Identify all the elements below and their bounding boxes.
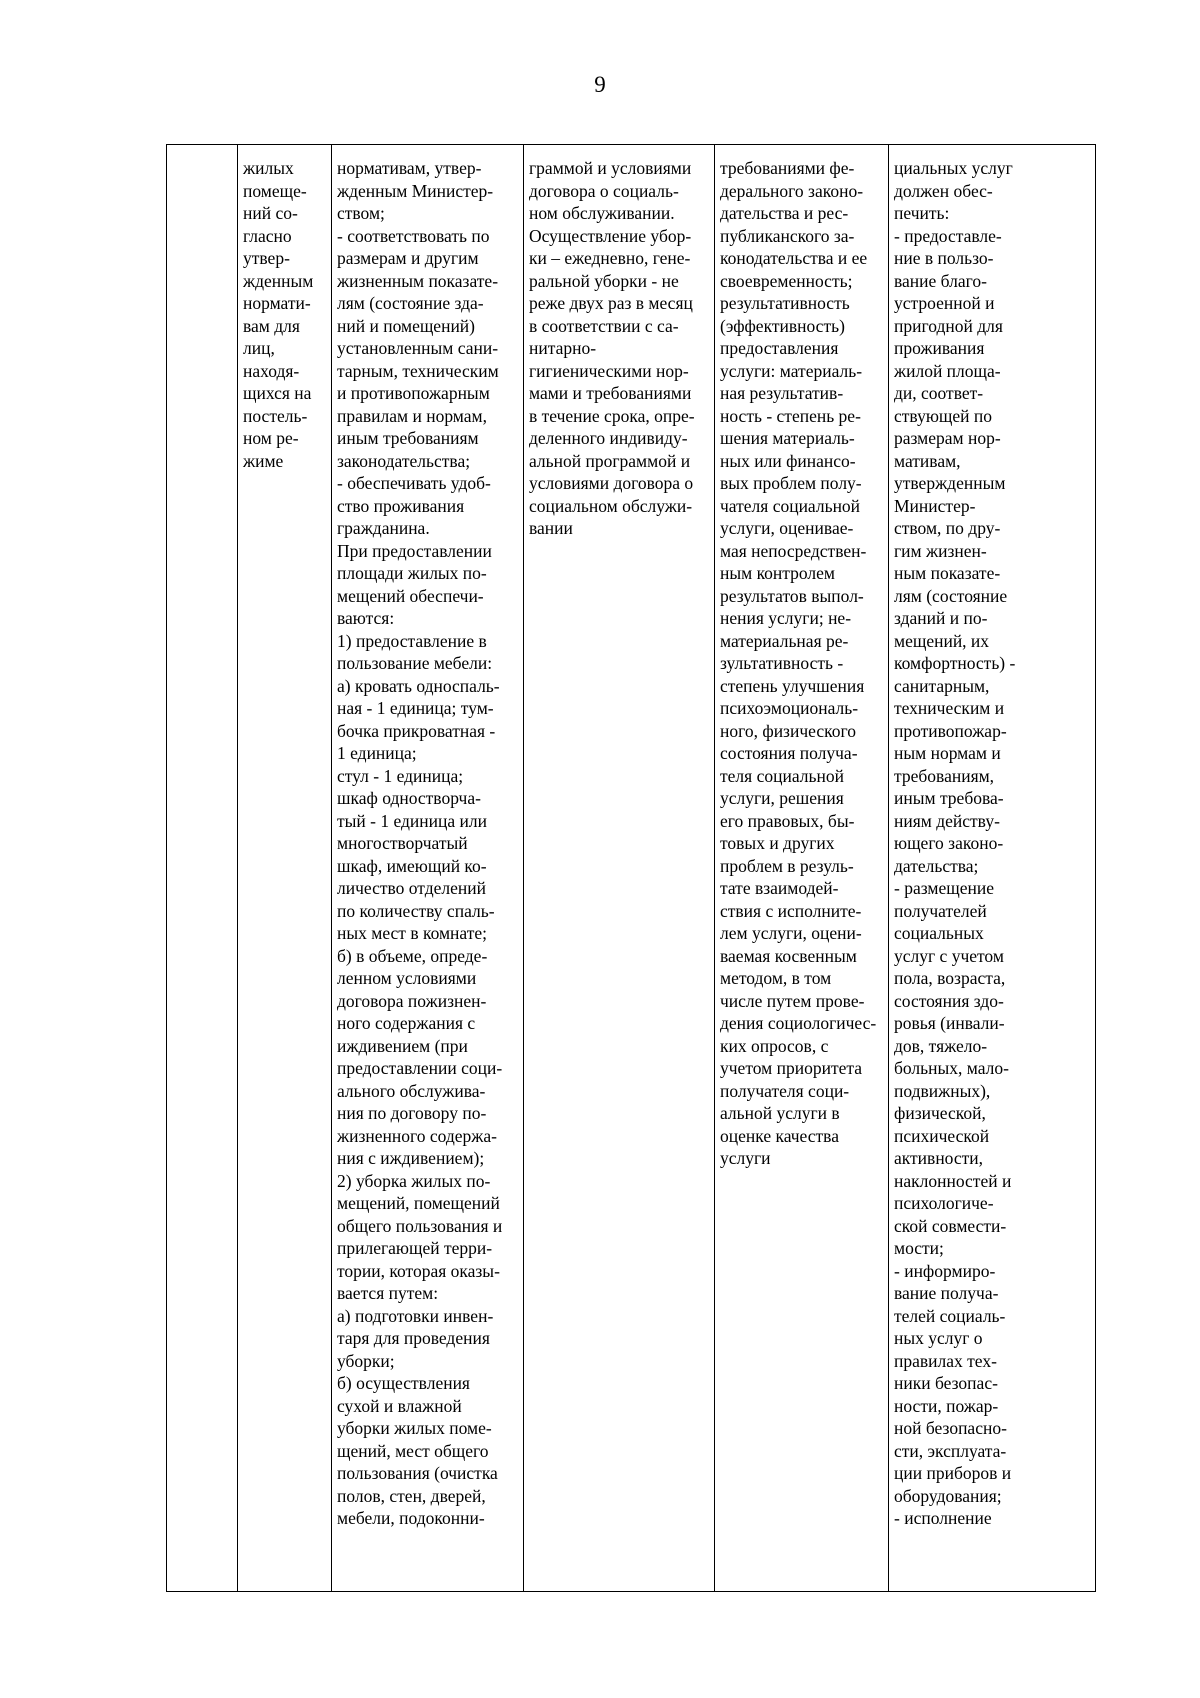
table-cell-quality-indicators: требованиями фе- дерального законо- дательства и рес- публиканского за- конодательства и ее своевременность; результативность (эффективность) предоставления услуги: материаль- ная результатив- ность - степень ре- шения материаль- ных или финансо- вых проблем полу- чателя социальной услуги, оценивае- мая непосредствен- ным контролем результатов выпол- нения услуги; не- материальная ре- зультативность - степень улучшения психоэмоциональ- ного, физического состояния получа- теля социальной услуги, решения его правовых, бы- товых и других проблем в резуль- тате взаимодей- ствия с исполните- лем услуги, оцени- ваемая косвенным методом, в том числе путем прове- дения социологичес- ких опросов, с учетом приоритета получателя соци- альной услуги в оценке качества услуги: [715, 145, 889, 1592]
table-cell-description: нормативам, утвер- жденным Министер- ством; - соответствовать по размерам и другим жизненным показате- лям (состояние зда- ний и помещений) установленным сани- тарным, техническим и противопожарным правилам и нормам, иным требованиям законодательства; - обеспечивать удоб- ство проживания гражданина. При предоставлении площади жилых по- мещений обеспечи- ваются: 1) предоставление в пользование мебели: а) кровать односпаль- ная - 1 единица; тум- бочка прикроватная - 1 единица; стул - 1 единица; шкаф одностворча- тый - 1 единица или многостворчатый шкаф, имеющий ко- личество отделений по количеству спаль- ных мест в комнате; б) в объеме, опреде- ленном условиями договора пожизнен- ного содержания с иждивением (при предоставлении соци- ального обслужива- ния по договору по- жизненного содержа- ния с иждивением); 2) уборка жилых по- мещений, помещений общего пользования и прилегающей терри- тории, которая оказы- вается путем: а) подготовки инвен- таря для проведения уборки; б) осуществления сухой и влажной уборки жилых поме- щений, мест общего пользования (очистка полов, стен, дверей, мебели, подоконни-: [332, 145, 524, 1592]
table-cell-number: [167, 145, 238, 1592]
table-cell-service-name: жилых помеще- ний со- гласно утвер- жденным нормати- вам для лиц, находя- щихся на постель- ном ре- жиме: [238, 145, 332, 1592]
services-table: [166, 144, 1096, 1592]
table-cell-conditions: циальных услуг должен обес- печить: - предоставле- ние в пользо- вание благо- устроенной и пригодной для проживания жилой площа- ди, соответ- ствующей по размерам нор- мативам, утвержденным Министер- ством, по дру- гим жизнен- ным показате- лям (состояние зданий и по- мещений, их комфортность) - санитарным, техническим и противопожар- ным нормам и требованиям, иным требова- ниям действу- ющего законо- дательства; - размещение получателей социальных услуг с учетом пола, возраста, состояния здо- ровья (инвали- дов, тяжело- больных, мало- подвижных), физической, психической активности, наклонностей и психологиче- ской совмести- мости; - информиро- вание получа- телей социаль- ных услуг о правилах тех- ники безопас- ности, пожар- ной безопасно- сти, эксплуата- ции приборов и оборудования; - исполнение: [889, 145, 1096, 1592]
page-number: 9: [594, 72, 606, 97]
table-cell-terms: граммой и условиями договора о социаль- ном обслуживании. Осуществление убор- ки – ежедневно, гене- ральной уборки - не реже двух раз в месяц в соответствии с са- нитарно- гигиеническими нор- мами и требованиями в течение срока, опре- деленного индивиду- альной программой и условиями договора о социальном обслужи- вании: [524, 145, 715, 1592]
table-row: [167, 145, 1096, 1592]
